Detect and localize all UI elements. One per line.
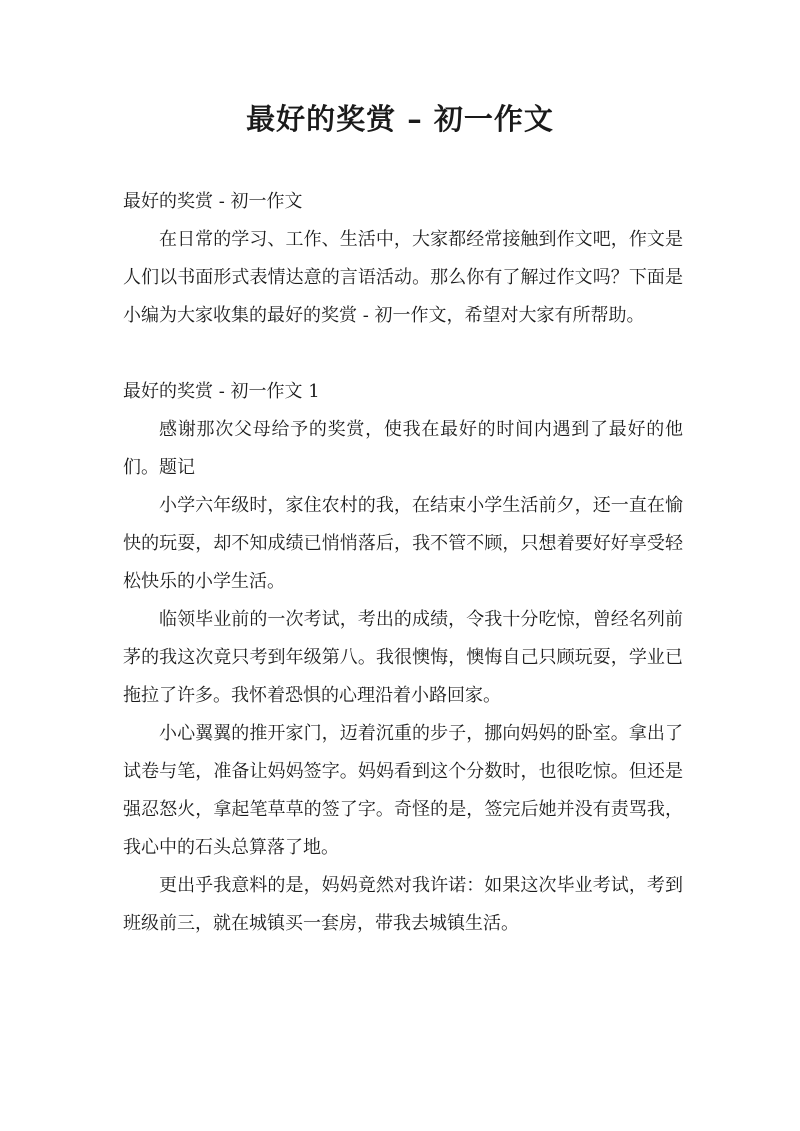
intro-heading: 最好的奖赏 - 初一作文 bbox=[123, 191, 303, 212]
body-paragraph: 感谢那次父母给予的奖赏，使我在最好的时间内遇到了最好的他们。题记 bbox=[123, 419, 683, 478]
document-body bbox=[123, 183, 683, 943]
document-title: 最好的奖赏 – 初一作文 bbox=[246, 102, 554, 136]
body-paragraph: 小学六年级时，家住农村的我，在结束小学生活前夕，还一直在愉快的玩耍，却不知成绩已悄悄落后，我不管不顾，只想着要好好享受轻松快乐的小学生活。 bbox=[123, 495, 683, 592]
body-paragraph: 小心翼翼的推开家门，迈着沉重的步子，挪向妈妈的卧室。拿出了试卷与笔，准备让妈妈签字。妈妈看到这个分数时，也很吃惊。但还是强忍怒火，拿起笔草草的签了字。奇怪的是，签完后她并没有责骂我，我心中的石头总算落了地。 bbox=[123, 723, 683, 858]
section-heading: 最好的奖赏 - 初一作文 1 bbox=[123, 381, 320, 402]
intro-paragraph: 在日常的学习、工作、生活中，大家都经常接触到作文吧，作文是人们以书面形式表情达意的言语活动。那么你有了解过作文吗？下面是小编为大家收集的最好的奖赏 - 初一作文，希望对大家有所帮助。 bbox=[123, 229, 683, 326]
body-paragraph: 临领毕业前的一次考试，考出的成绩，令我十分吃惊，曾经名列前茅的我这次竟只考到年级第八。我很懊悔，懊悔自己只顾玩耍，学业已拖拉了许多。我怀着恐惧的心理沿着小路回家。 bbox=[123, 609, 683, 706]
section-spacer bbox=[123, 335, 683, 373]
body-paragraph: 更出乎我意料的是，妈妈竟然对我许诺：如果这次毕业考试，考到班级前三，就在城镇买一套房，带我去城镇生活。 bbox=[123, 875, 683, 934]
